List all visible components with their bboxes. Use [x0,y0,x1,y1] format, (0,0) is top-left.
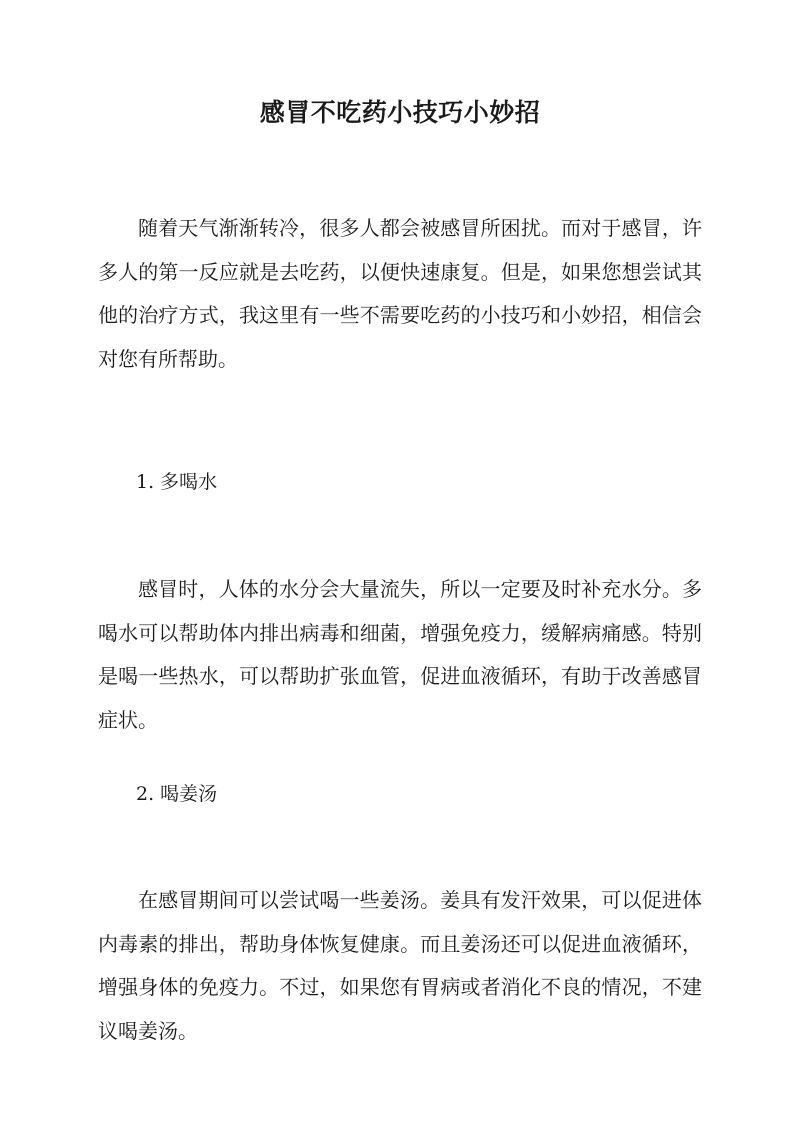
section-body-drink-water: 感冒时，人体的水分会大量流失，所以一定要及时补充水分。多喝水可以帮助体内排出病毒和细菌，增强免疫力，缓解病痛感。特别是喝一些热水，可以帮助扩张血管，促进血液循环，有助于改善感冒症状。 [98,577,702,732]
section-heading-ginger-soup: 2. 喝姜汤 [136,783,218,805]
section-heading-drink-water: 1. 多喝水 [136,471,218,493]
intro-paragraph: 随着天气渐渐转冷，很多人都会被感冒所困扰。而对于感冒，许多人的第一反应就是去吃药，以便快速康复。但是，如果您想尝试其他的治疗方式，我这里有一些不需要吃药的小技巧和小妙招，相信会对您有所帮助。 [98,216,702,371]
document-title: 感冒不吃药小技巧小妙招 [259,98,541,127]
section-body-ginger-soup: 在感冒期间可以尝试喝一些姜汤。姜具有发汗效果，可以促进体内毒素的排出，帮助身体恢复健康。而且姜汤还可以促进血液循环，增强身体的免疫力。不过，如果您有胃病或者消化不良的情况，不建议喝姜汤。 [98,888,702,1043]
